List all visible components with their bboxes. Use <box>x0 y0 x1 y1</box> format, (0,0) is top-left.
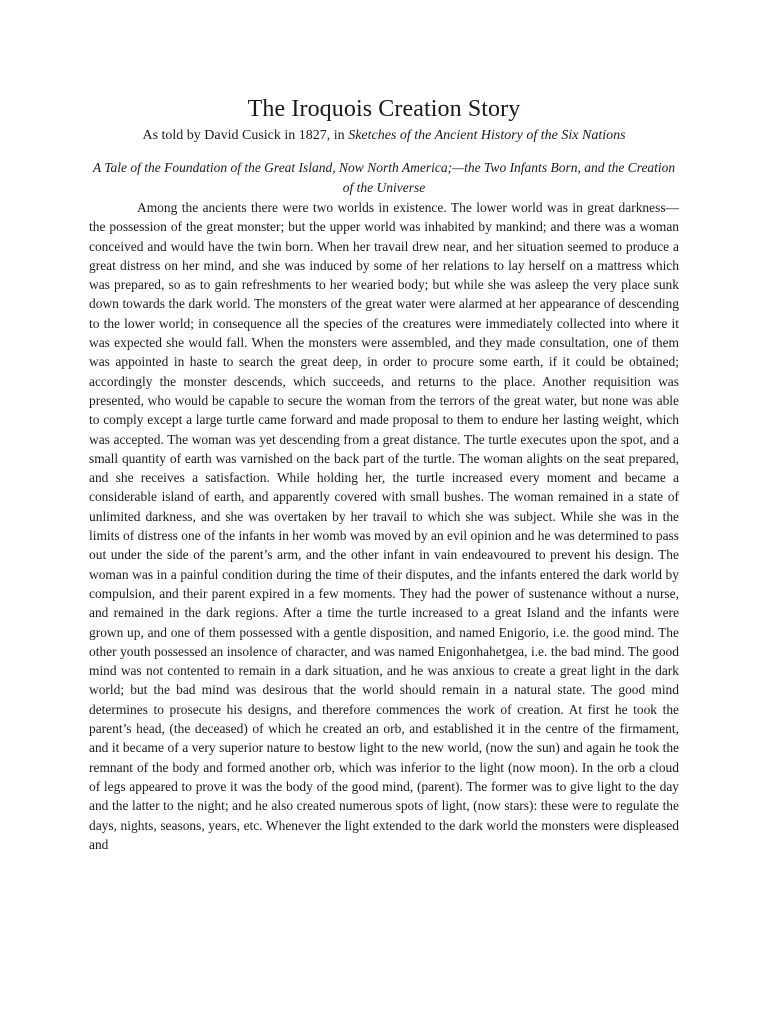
document-page <box>89 92 679 854</box>
byline <box>89 126 679 146</box>
chapter-subtitle: A Tale of the Foundation of the Great Island, Now North America;—the Two Infants Born, and the Creation of the Universe <box>92 160 676 195</box>
byline-prefix: As told by David Cusick in 1827, in <box>142 128 349 143</box>
body-paragraph: Among the ancients there were two worlds in existence. The lower world was in great darkness—the possession of the great monster; but the upper world was inhabited by mankind; and there was a woman conceived and would have the twin born. When her travail drew near, and her situation seemed to produce a great distress on her mind, and she was induced by some of her relations to lay herself on a mattress which was prepared, so as to gain refreshments to her wearied body; but while she was asleep the very place sunk down towards the dark world. The monsters of the great water were alarmed at her appearance of descending to the lower world; in consequence all the species of the creatures were immediately collected into where it was expected she would fall. When the monsters were assembled, and they made consultation, one of them was appointed in haste to search the great deep, in order to procure some earth, if it could be obtained; accordingly the monster descends, which succeeds, and returns to the place. Another requisition was presented, who would be capable to secure the woman from the terrors of the great water, but none was able to comply except a large turtle came forward and made proposal to them to endure her lasting weight, which was accepted. The woman was yet descending from a great distance. The turtle executes upon the spot, and a small quantity of earth was varnished on the back part of the turtle. The woman alights on the seat prepared, and she receives a satisfaction. While holding her, the turtle increased every moment and became a considerable island of earth, and apparently covered with small bushes. The woman remained in a state of unlimited darkness, and she was overtaken by her travail to which she was subject. While she was in the limits of distress one of the infants in her womb was moved by an evil opinion and he was determined to pass out under the side of the parent’s arm, and the other infant in vain endeavoured to prevent his design. The woman was in a painful condition during the time of their disputes, and the infants entered the dark world by compulsion, and their parent expired in a few moments. They had the power of sustenance without a nurse, and remained in the dark regions. After a time the turtle increased to a great Island and the infants were grown up, and one of them possessed with a gentle disposition, and named Enigorio, i.e. the good mind. The other youth possessed an insolence of character, and was named Enigonhahetgea, i.e. the bad mind. The good mind was not contented to remain in a dark situation, and he was anxious to create a great light in the dark world; but the bad mind was desirous that the world should remain in a natural state. The good mind determines to prosecute his designs, and therefore commences the work of creation. At first he took the parent’s head, (the deceased) of which he created an orb, and established it in the centre of the firmament, and it became of a very superior nature to bestow light to the new world, (now the sun) and again he took the remnant of the body and formed another orb, which was inferior to the light (now moon). In the orb a cloud of legs appeared to prove it was the body of the good mind, (parent). The former was to give light to the day and the latter to the night; and he also created numerous spots of light, (now stars): these were to regulate the days, nights, seasons, years, etc. Whenever the light extended to the dark world the monsters were displeased and <box>89 200 679 852</box>
document-title: The Iroquois Creation Story <box>247 96 521 122</box>
byline-book-title: Sketches of the Ancient History of the Six Nations <box>348 128 626 143</box>
